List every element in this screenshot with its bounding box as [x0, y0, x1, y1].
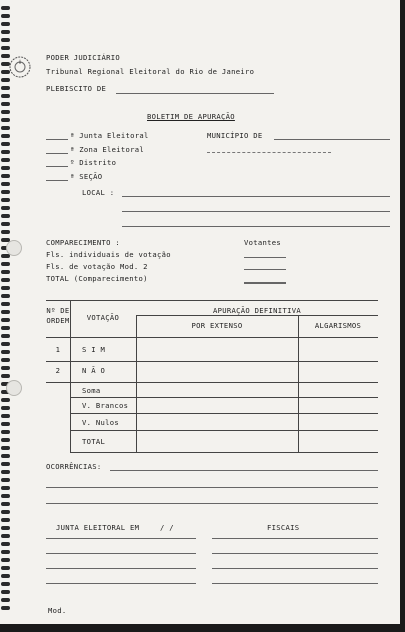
spiral-ring [1, 206, 10, 210]
spiral-ring [1, 534, 10, 538]
spiral-ring [1, 118, 10, 122]
spiral-ring [1, 438, 10, 442]
spiral-ring [1, 214, 10, 218]
spiral-ring [1, 270, 10, 274]
spiral-ring [1, 566, 10, 570]
junta-signature-line [46, 568, 196, 569]
ocorrencias-line-2 [46, 487, 378, 488]
document-title: BOLETIM DE APURAÇÃO [147, 112, 235, 121]
total-comparecimento-label: TOTAL (Comparecimento) [46, 274, 148, 283]
col-ordem-header-1: Nº DE [46, 306, 70, 315]
spiral-ring [1, 430, 10, 434]
spiral-binding [0, 6, 12, 618]
spiral-ring [1, 278, 10, 282]
spiral-ring [1, 398, 10, 402]
spiral-ring [1, 158, 10, 162]
spiral-ring [1, 598, 10, 602]
spiral-ring [1, 22, 10, 26]
row-ordem: 1 [55, 345, 61, 354]
spiral-ring [1, 134, 10, 138]
spiral-ring [1, 494, 10, 498]
spiral-ring [1, 198, 10, 202]
spiral-ring [1, 30, 10, 34]
junta-signature-line [46, 538, 196, 539]
spiral-ring [1, 366, 10, 370]
fiscais-label: FISCAIS [267, 523, 300, 532]
comparecimento-heading: COMPARECIMENTO : [46, 238, 121, 247]
spiral-ring [1, 502, 10, 506]
local-line-2 [122, 211, 390, 212]
fiscal-signature-line [212, 538, 378, 539]
spiral-ring [1, 462, 10, 466]
spiral-ring [1, 142, 10, 146]
spiral-ring [1, 294, 10, 298]
spiral-ring [1, 510, 10, 514]
spiral-ring [1, 374, 10, 378]
spiral-ring [1, 126, 10, 130]
date-slashes: / / [160, 523, 174, 532]
secao-blank [46, 180, 68, 181]
row-ordem: 2 [55, 366, 61, 375]
fiscal-signature-line [212, 553, 378, 554]
plebiscito-line [116, 93, 274, 94]
zona-blank [46, 153, 68, 154]
fiscal-signature-line [212, 568, 378, 569]
spiral-ring [1, 414, 10, 418]
spiral-ring [1, 302, 10, 306]
spiral-ring [1, 318, 10, 322]
municipio-line-2 [207, 152, 331, 153]
spiral-ring [1, 6, 10, 10]
col-ordem-header-2: ORDEM [46, 316, 70, 325]
row-label-soma: Soma [82, 386, 101, 395]
spiral-ring [1, 334, 10, 338]
spiral-ring [1, 542, 10, 546]
spiral-ring [1, 230, 10, 234]
total-line [244, 282, 286, 284]
spiral-ring [1, 454, 10, 458]
col-algarismos-header: ALGARISMOS [314, 321, 362, 330]
spiral-ring [1, 150, 10, 154]
spiral-ring [1, 446, 10, 450]
spiral-ring [1, 358, 10, 362]
mod2-line [244, 269, 286, 270]
form-model-label: Mod. [48, 606, 67, 615]
spiral-ring [1, 574, 10, 578]
spiral-ring [1, 182, 10, 186]
spiral-ring [1, 478, 10, 482]
tribunal-name: Tribunal Regional Eleitoral do Rio de Janeiro [46, 67, 255, 76]
spiral-ring [1, 110, 10, 114]
spiral-ring [1, 310, 10, 314]
spiral-ring [1, 422, 10, 426]
spiral-ring [1, 342, 10, 346]
ocorrencias-label: OCORRÊNCIAS: [46, 462, 102, 471]
distrito-blank [46, 166, 68, 167]
spiral-ring [1, 582, 10, 586]
distrito-label: º Distrito [70, 158, 117, 167]
municipio-label: MUNICÍPIO DE [207, 131, 263, 140]
ocorrencias-line-1 [110, 470, 378, 471]
col-extenso-header: POR EXTENSO [191, 321, 243, 330]
fls-individuais-label: Fls. individuais de votação [46, 250, 171, 259]
spiral-ring [1, 406, 10, 410]
spiral-ring [1, 262, 10, 266]
spiral-ring [1, 558, 10, 562]
col-votacao-header: VOTAÇÃO [86, 313, 120, 322]
fiscal-signature-line [212, 583, 378, 584]
spiral-ring [1, 94, 10, 98]
local-line-3 [122, 226, 390, 227]
row-label-nao: N Ã O [82, 366, 106, 375]
spiral-ring [1, 486, 10, 490]
ocorrencias-line-3 [46, 503, 378, 504]
spiral-ring [1, 166, 10, 170]
plebiscito-label: PLEBISCITO DE [46, 84, 107, 93]
row-label-brancos: V. Brancos [82, 401, 129, 410]
spiral-ring [1, 606, 10, 610]
row-label-nulos: V. Nulos [82, 418, 120, 427]
punch-hole [6, 380, 22, 396]
spiral-ring [1, 174, 10, 178]
votantes-label: Votantes [244, 238, 282, 247]
spiral-ring [1, 350, 10, 354]
spiral-ring [1, 590, 10, 594]
org-name: PODER JUDICIÁRIO [46, 53, 121, 62]
secao-label: ª SEÇÃO [70, 172, 103, 181]
junta-label: ª Junta Eleitoral [70, 131, 149, 140]
spiral-ring [1, 222, 10, 226]
spiral-ring [1, 38, 10, 42]
junta-eleitoral-em-label: JUNTA ELEITORAL EM [56, 523, 140, 532]
spiral-ring [1, 550, 10, 554]
row-label-total: TOTAL [82, 437, 106, 446]
spiral-ring [1, 470, 10, 474]
individuais-line [244, 257, 286, 258]
spiral-ring [1, 518, 10, 522]
spiral-ring [1, 86, 10, 90]
coat-of-arms-icon [8, 55, 32, 79]
junta-signature-line [46, 553, 196, 554]
spiral-ring [1, 102, 10, 106]
local-line-1 [122, 196, 390, 197]
municipio-line [274, 139, 390, 140]
junta-signature-line [46, 583, 196, 584]
zona-label: ª Zona Eleitoral [70, 145, 145, 154]
spiral-ring [1, 286, 10, 290]
spiral-ring [1, 526, 10, 530]
junta-blank [46, 139, 68, 140]
col-apuracao-header: APURAÇÃO DEFINITIVA [213, 306, 301, 315]
fls-mod2-label: Fls. de votação Mod. 2 [46, 262, 148, 271]
punch-hole [6, 240, 22, 256]
row-label-sim: S I M [82, 345, 106, 354]
spiral-ring [1, 14, 10, 18]
spiral-ring [1, 190, 10, 194]
local-label: LOCAL : [82, 188, 115, 197]
spiral-ring [1, 326, 10, 330]
spiral-ring [1, 46, 10, 50]
